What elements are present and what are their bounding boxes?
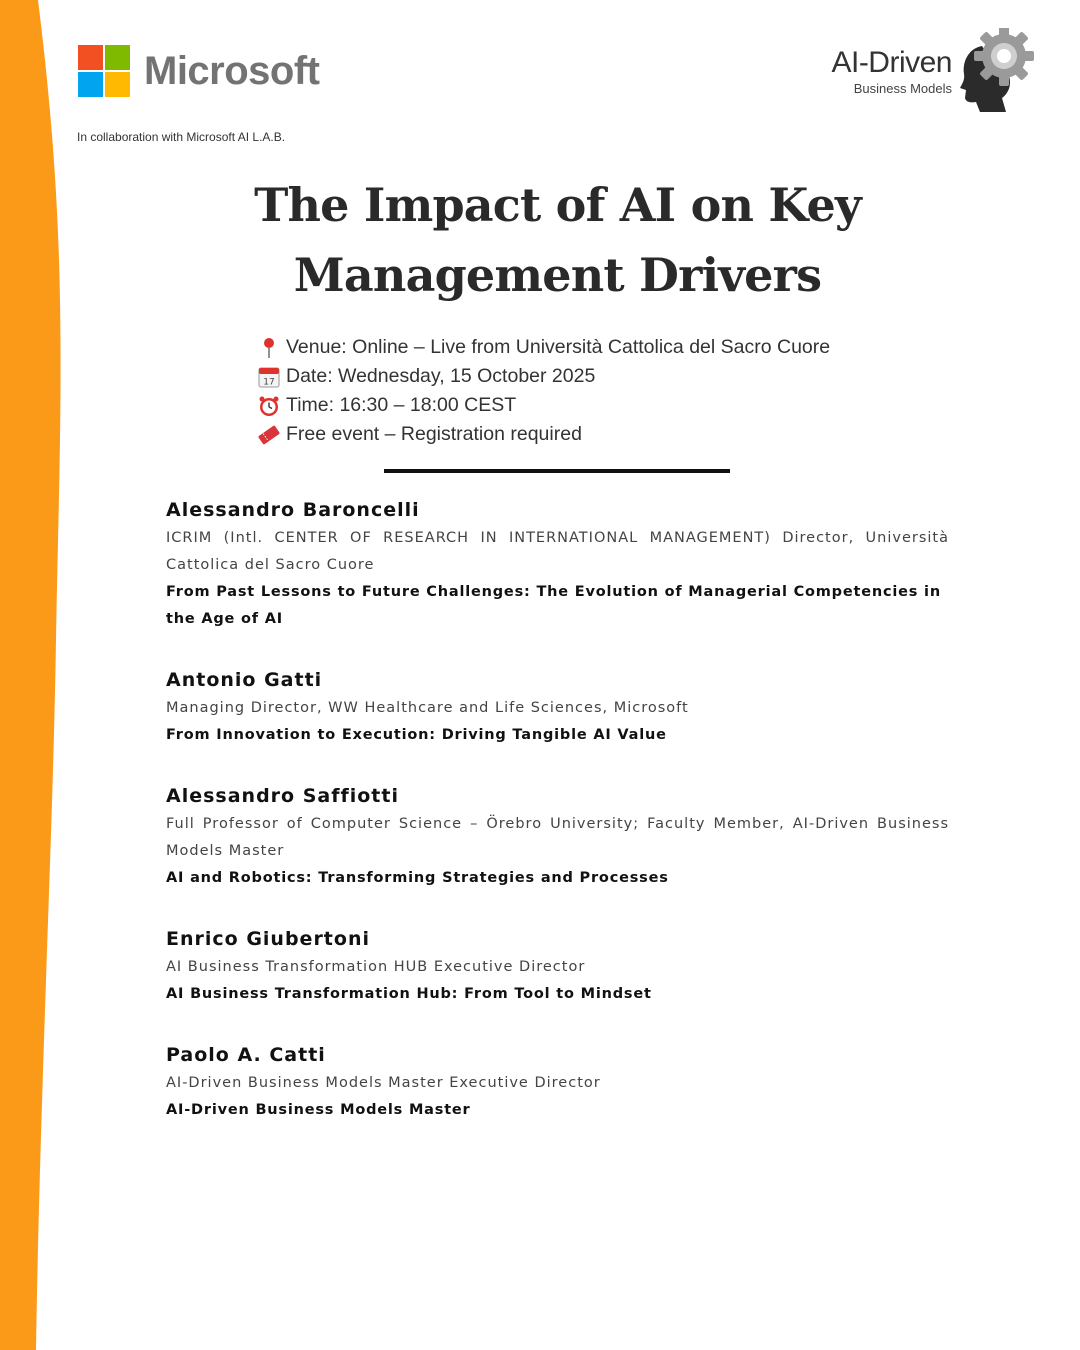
talk-title: From Innovation to Execution: Driving Tangible AI Value [166, 727, 667, 743]
event-title: The Impact of AI on Key Management Drivers [254, 178, 861, 302]
registration-line [258, 420, 898, 449]
speaker-role: AI Business Transformation HUB Executive Director [166, 959, 586, 975]
speaker-entry [166, 666, 949, 749]
speaker-entry [166, 496, 949, 633]
speaker-name: Antonio Gatti [166, 669, 323, 691]
speaker-role: ICRIM (Intl. CENTER OF RESEARCH IN INTERNATIONAL MANAGEMENT) Director, Università Cattolica del Sacro Cuore [166, 530, 949, 573]
date-text: Date: Wednesday, 15 October 2025 [286, 365, 596, 387]
venue-line [258, 333, 898, 362]
speakers-list [166, 496, 949, 1157]
time-text: Time: 16:30 – 18:00 CEST [286, 394, 517, 416]
date-line [258, 362, 898, 391]
speaker-role: Full Professor of Computer Science – Örebro University; Faculty Member, AI-Driven Business Models Master [166, 816, 949, 859]
orange-side-band [0, 0, 80, 1350]
ai-driven-subtitle: Business Models [853, 81, 952, 96]
speaker-name: Paolo A. Catti [166, 1044, 326, 1066]
speaker-role: Managing Director, WW Healthcare and Life Sciences, Microsoft [166, 700, 689, 716]
speaker-name: Alessandro Saffiotti [166, 785, 399, 807]
microsoft-squares-icon [78, 45, 130, 97]
talk-title: AI-Driven Business Models Master [166, 1102, 471, 1118]
speaker-entry [166, 1041, 949, 1124]
alarm-clock-icon [258, 395, 280, 417]
talk-title: AI Business Transformation Hub: From Tool to Mindset [166, 986, 652, 1002]
speaker-entry [166, 925, 949, 1008]
talk-title: AI and Robotics: Transforming Strategies and Processes [166, 870, 669, 886]
ai-driven-logo [806, 28, 1036, 123]
collaboration-note: In collaboration with Microsoft AI L.A.B. [77, 130, 286, 144]
registration-text: Free event – Registration required [286, 423, 582, 445]
section-divider [384, 469, 730, 473]
time-line [258, 391, 898, 420]
ticket-icon [258, 424, 280, 446]
event-details [258, 333, 898, 449]
svg-text:17: 17 [263, 377, 275, 387]
speaker-role: AI-Driven Business Models Master Executive Director [166, 1075, 601, 1091]
ai-driven-title: AI-Driven [831, 46, 952, 79]
speaker-name: Alessandro Baroncelli [166, 499, 420, 521]
microsoft-wordmark: Microsoft [144, 49, 320, 93]
speaker-entry [166, 782, 949, 892]
head-gear-icon [956, 28, 1036, 118]
speaker-name: Enrico Giubertoni [166, 928, 370, 950]
microsoft-logo [78, 45, 320, 97]
pin-icon [258, 337, 280, 359]
calendar-icon [258, 366, 280, 388]
venue-text: Venue: Online – Live from Università Cattolica del Sacro Cuore [286, 336, 831, 358]
talk-title: From Past Lessons to Future Challenges: The Evolution of Managerial Competencies in the Age of AI [166, 584, 941, 627]
